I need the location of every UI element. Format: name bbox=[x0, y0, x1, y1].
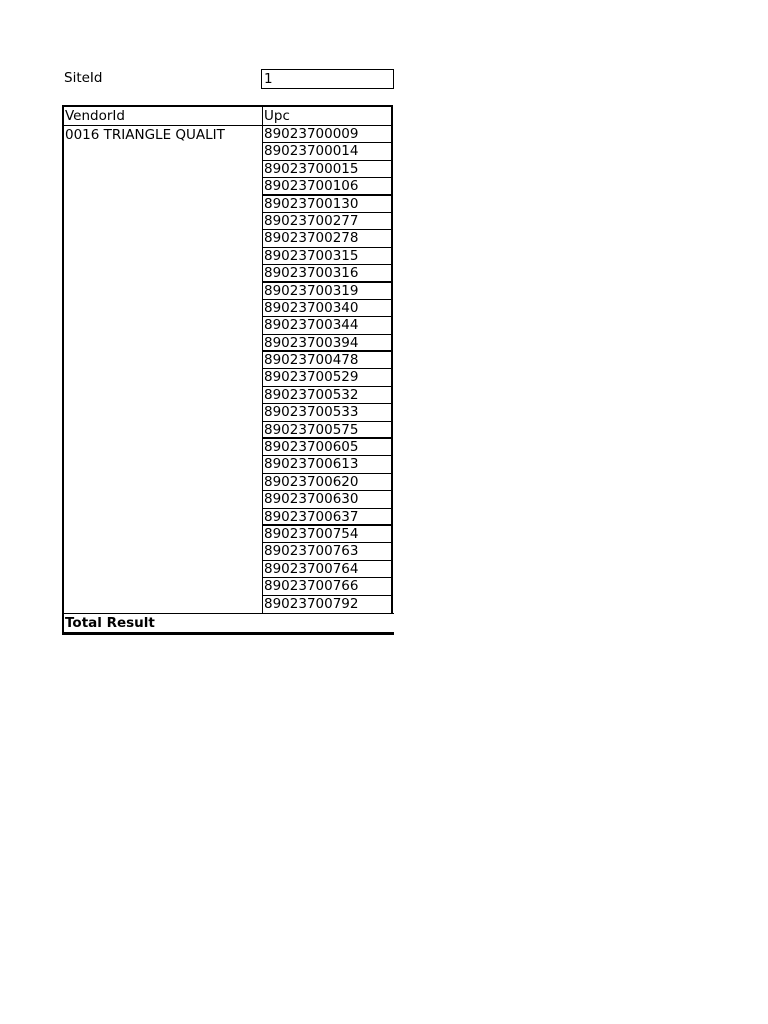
upc-cell[interactable]: 89023700106 bbox=[263, 178, 391, 195]
upc-cell[interactable]: 89023700319 bbox=[263, 283, 391, 300]
upc-cell[interactable]: 89023700630 bbox=[263, 491, 391, 508]
upc-list bbox=[263, 126, 391, 613]
upc-cell[interactable]: 89023700394 bbox=[263, 335, 391, 352]
vendor-cell[interactable]: 0016 TRIANGLE QUALIT bbox=[64, 126, 263, 613]
pivot-header-row bbox=[62, 105, 393, 126]
upc-cell[interactable]: 89023700637 bbox=[263, 509, 391, 526]
siteid-filter-label: SiteId bbox=[64, 70, 103, 86]
upc-cell[interactable]: 89023700620 bbox=[263, 474, 391, 491]
upc-cell[interactable]: 89023700340 bbox=[263, 300, 391, 317]
upc-cell[interactable]: 89023700130 bbox=[263, 196, 391, 213]
upc-cell[interactable]: 89023700529 bbox=[263, 369, 391, 386]
upc-cell[interactable]: 89023700613 bbox=[263, 456, 391, 473]
siteid-filter-value[interactable]: 1 bbox=[261, 69, 394, 89]
upc-cell[interactable]: 89023700575 bbox=[263, 422, 391, 439]
upc-cell[interactable]: 89023700764 bbox=[263, 561, 391, 578]
pivot-table bbox=[62, 105, 393, 635]
upc-cell[interactable]: 89023700344 bbox=[263, 317, 391, 334]
upc-cell[interactable]: 89023700316 bbox=[263, 265, 391, 282]
upc-cell[interactable]: 89023700278 bbox=[263, 230, 391, 247]
upc-cell[interactable]: 89023700478 bbox=[263, 352, 391, 369]
pivot-body bbox=[62, 126, 393, 613]
upc-cell[interactable]: 89023700533 bbox=[263, 404, 391, 421]
upc-cell[interactable]: 89023700014 bbox=[263, 143, 391, 160]
upc-cell[interactable]: 89023700015 bbox=[263, 161, 391, 178]
upc-cell[interactable]: 89023700277 bbox=[263, 213, 391, 230]
upc-column-header[interactable]: Upc bbox=[264, 108, 290, 124]
upc-cell[interactable]: 89023700315 bbox=[263, 248, 391, 265]
upc-cell[interactable]: 89023700009 bbox=[263, 126, 391, 143]
upc-cell[interactable]: 89023700766 bbox=[263, 578, 391, 595]
vendorid-column-header[interactable]: VendorId bbox=[64, 107, 263, 125]
upc-cell[interactable]: 89023700763 bbox=[263, 543, 391, 560]
upc-cell[interactable]: 89023700605 bbox=[263, 439, 391, 456]
upc-cell[interactable]: 89023700532 bbox=[263, 387, 391, 404]
total-result-row: Total Result bbox=[62, 613, 394, 635]
upc-cell[interactable]: 89023700792 bbox=[264, 595, 359, 612]
upc-cell[interactable]: 89023700754 bbox=[263, 526, 391, 543]
